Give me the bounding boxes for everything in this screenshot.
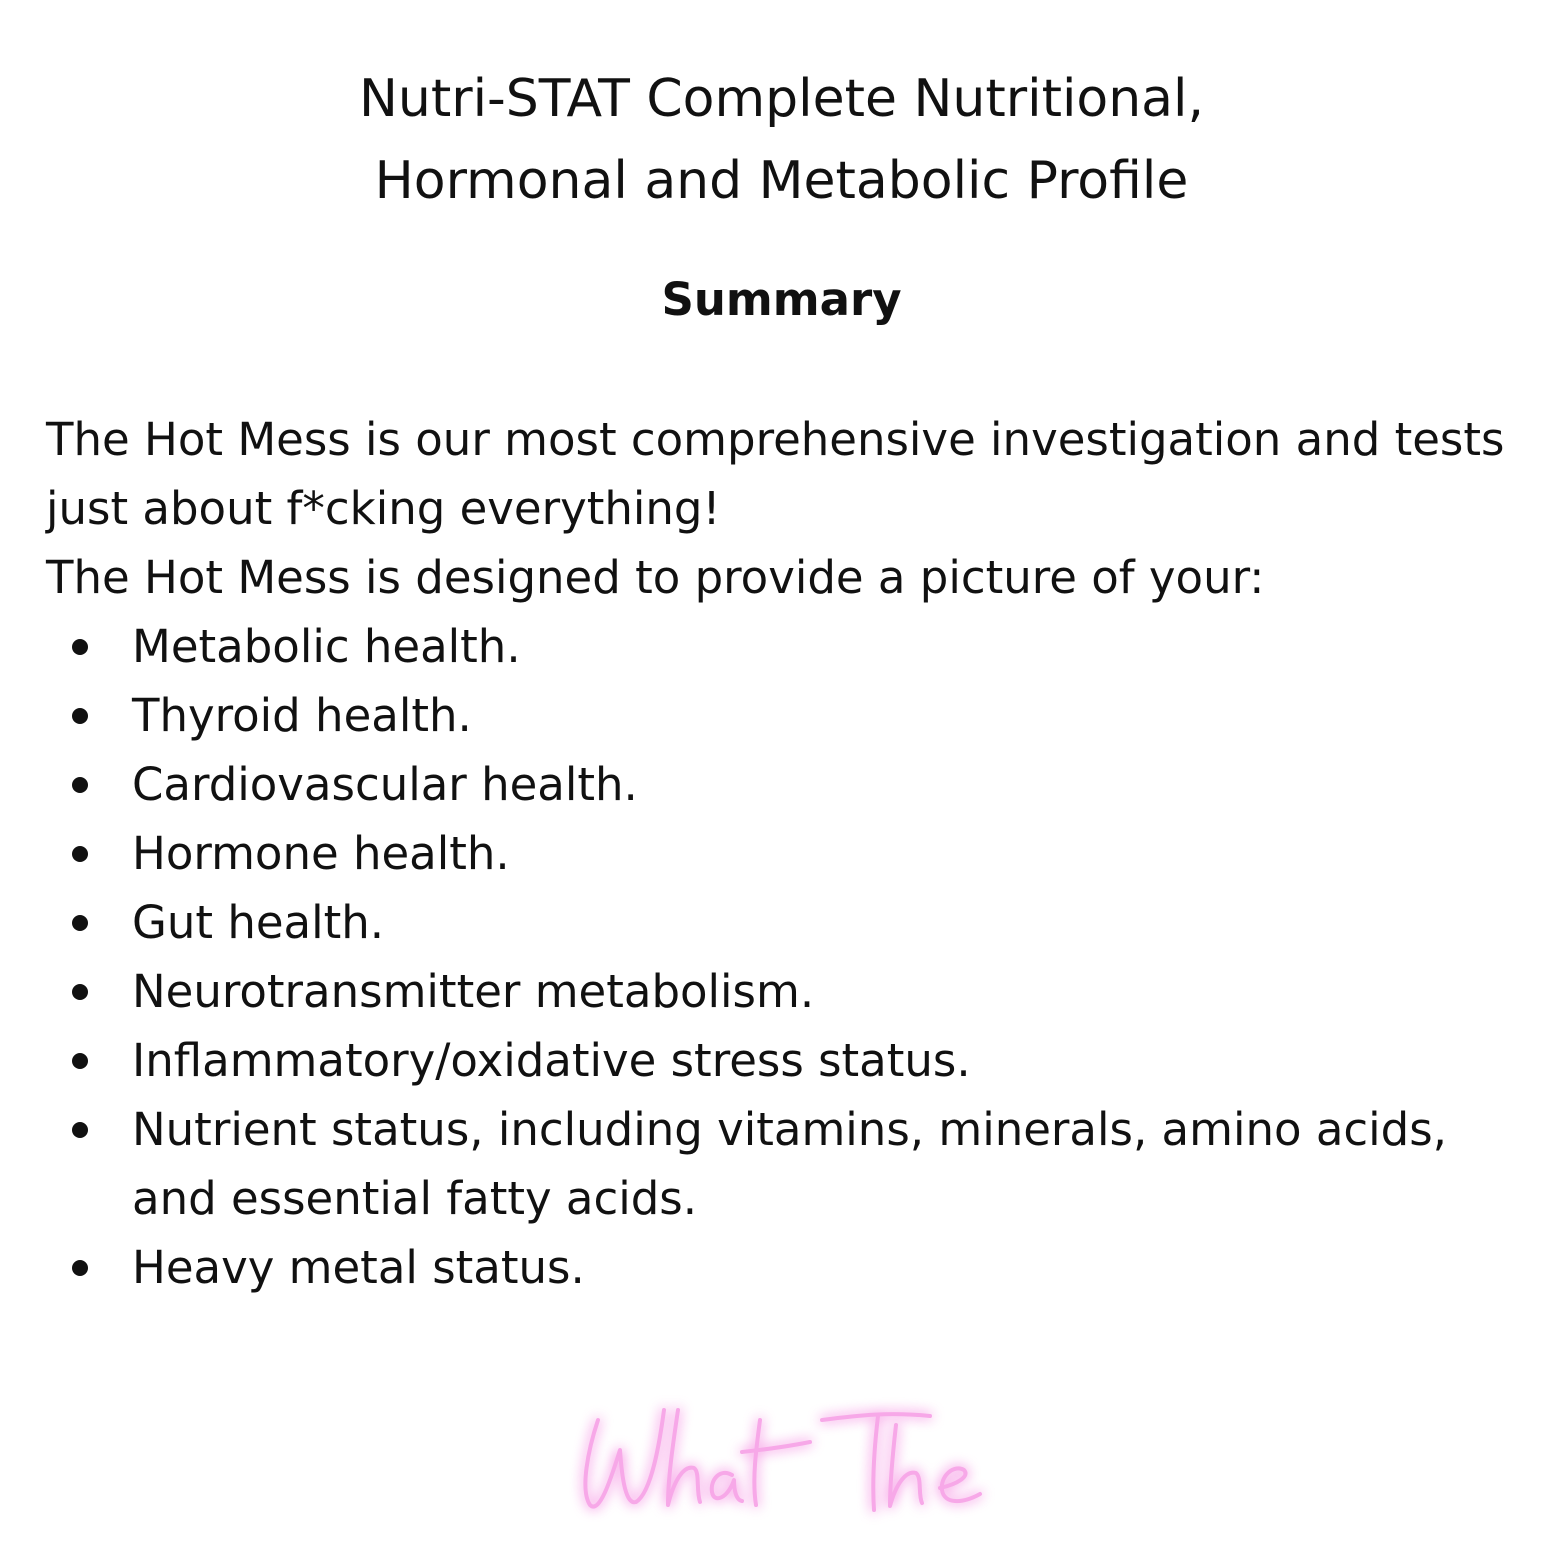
bullet-icon xyxy=(72,915,88,931)
list-item xyxy=(46,612,1526,681)
list-item xyxy=(46,1095,1526,1233)
summary-body xyxy=(46,405,1526,1302)
list-item-text: Metabolic health. xyxy=(132,620,521,673)
list-item xyxy=(46,1026,1526,1095)
summary-heading: Summary xyxy=(661,273,902,326)
neon-script-logo xyxy=(560,1380,1010,1540)
list-item-text: Neurotransmitter metabolism. xyxy=(132,965,815,1018)
list-item-text: Heavy metal status. xyxy=(132,1241,585,1294)
logo-letter-T xyxy=(822,1414,930,1510)
bullet-icon xyxy=(72,984,88,1000)
list-item-text: Thyroid health. xyxy=(132,689,472,742)
list-item-text: Inflammatory/oxidative stress status. xyxy=(132,1034,971,1087)
bullet-icon xyxy=(72,1260,88,1276)
list-item xyxy=(46,1233,1526,1302)
logo-letter-t xyxy=(742,1420,810,1505)
logo-letter-w xyxy=(585,1410,664,1507)
list-item-text: Cardiovascular health. xyxy=(132,758,638,811)
bullet-icon xyxy=(72,1053,88,1069)
intro-paragraph-1: The Hot Mess is our most comprehensive investigation and tests just about f*cking everything! xyxy=(46,413,1505,535)
logo-letter-h xyxy=(668,1410,700,1505)
list-item-text: Gut health. xyxy=(132,896,385,949)
list-item xyxy=(46,888,1526,957)
logo-letter-e xyxy=(940,1468,980,1501)
list-item xyxy=(46,681,1526,750)
intro-paragraph-2: The Hot Mess is designed to provide a picture of your: xyxy=(46,551,1265,604)
bullet-icon xyxy=(72,846,88,862)
logo-text: What The xyxy=(782,1535,788,1536)
list-item xyxy=(46,957,1526,1026)
logo-letter-a xyxy=(712,1473,742,1501)
profile-list xyxy=(46,612,1526,1302)
list-item xyxy=(46,819,1526,888)
bullet-icon xyxy=(72,708,88,724)
list-item-text: Hormone health. xyxy=(132,827,510,880)
bullet-icon xyxy=(72,639,88,655)
bullet-icon xyxy=(72,1122,88,1138)
logo-letter-h2 xyxy=(890,1425,922,1506)
document-title xyxy=(0,58,1563,222)
title-line-2: Hormonal and Metabolic Profile xyxy=(374,151,1189,211)
title-line-1: Nutri-STAT Complete Nutritional, xyxy=(358,69,1205,129)
bullet-icon xyxy=(72,777,88,793)
list-item-text: Nutrient status, including vitamins, minerals, amino acids, and essential fatty acids. xyxy=(132,1103,1447,1225)
list-item xyxy=(46,750,1526,819)
